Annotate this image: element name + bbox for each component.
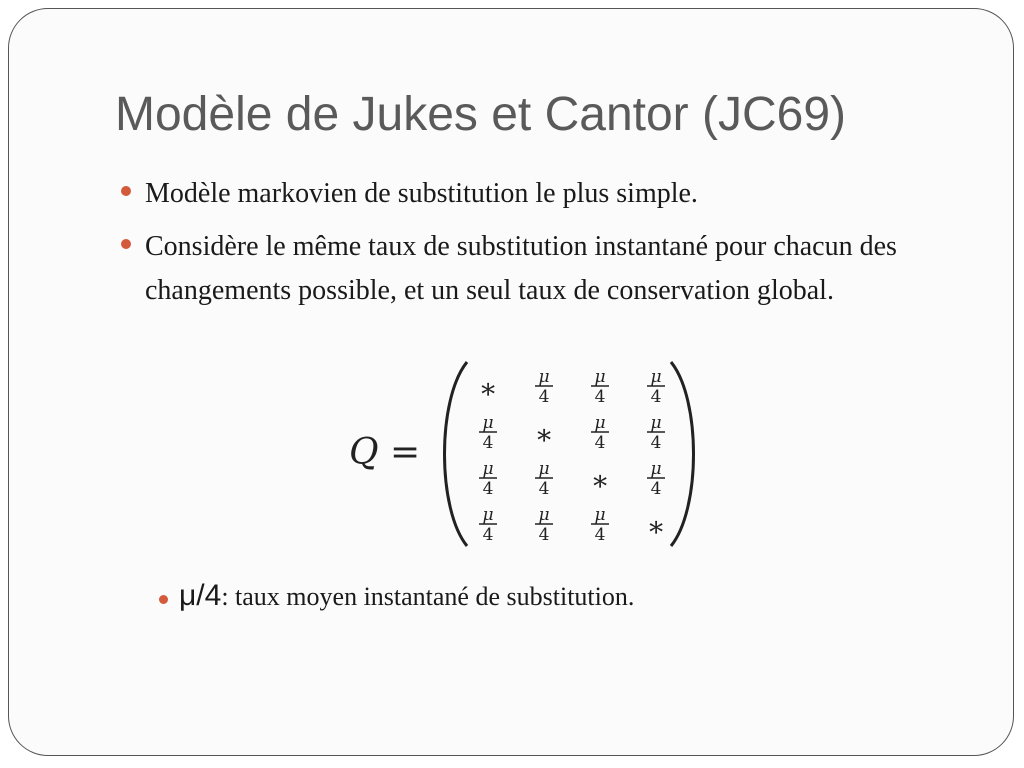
matrix-cells	[478, 367, 665, 545]
matrix-diagonal-star: ∗	[478, 372, 498, 405]
right-parenthesis	[671, 362, 694, 546]
matrix-fraction-numerator: μ	[650, 367, 662, 387]
bullet-dot-icon	[121, 186, 131, 196]
matrix-fraction-numerator: μ	[650, 413, 662, 433]
matrix-fraction-denominator: 4	[650, 479, 662, 499]
matrix-diagonal-star: ∗	[590, 464, 610, 497]
bullet-list	[121, 172, 901, 322]
matrix-lhs: Q =	[349, 432, 421, 473]
bullet-text: Considère le même taux de substitution instantané pour chacun des changements possible, et un seul taux de conservation global.	[145, 231, 897, 306]
matrix-fraction-denominator: 4	[650, 387, 662, 407]
matrix-fraction-denominator: 4	[594, 525, 606, 545]
slide-title: Modèle de Jukes et Cantor (JC69)	[115, 88, 847, 141]
bullet-item	[121, 225, 901, 313]
matrix-fraction-denominator: 4	[538, 387, 550, 407]
matrix-fraction-denominator: 4	[594, 433, 606, 453]
matrix-fraction-denominator: 4	[538, 479, 550, 499]
matrix-fraction-numerator: μ	[594, 367, 606, 387]
matrix-fraction-numerator: μ	[482, 459, 494, 479]
bullet-dot-icon	[159, 595, 168, 604]
slide	[8, 8, 1014, 756]
matrix-fraction-numerator: μ	[594, 505, 606, 525]
matrix-fraction-denominator: 4	[650, 433, 662, 453]
bullet-dot-icon	[121, 239, 131, 249]
matrix-fraction-denominator: 4	[594, 387, 606, 407]
matrix-fraction-numerator: μ	[594, 413, 606, 433]
left-parenthesis	[445, 362, 468, 546]
bullet-item	[121, 172, 901, 216]
mu-over-4-symbol: μ/4	[179, 579, 222, 612]
bullet-text: Modèle markovien de substitution le plus simple.	[145, 178, 698, 209]
sub-bullet-item	[159, 579, 634, 613]
matrix-fraction-numerator: μ	[538, 459, 550, 479]
matrix-fraction-denominator: 4	[482, 525, 494, 545]
rate-matrix-formula	[349, 354, 699, 554]
matrix-fraction-denominator: 4	[538, 525, 550, 545]
matrix-fraction-numerator: μ	[538, 505, 550, 525]
matrix-diagonal-star: ∗	[646, 510, 666, 543]
matrix-fraction-numerator: μ	[538, 367, 550, 387]
rate-matrix-svg	[349, 354, 699, 554]
matrix-fraction-numerator: μ	[650, 459, 662, 479]
matrix-fraction-numerator: μ	[482, 505, 494, 525]
matrix-diagonal-star: ∗	[534, 418, 554, 451]
matrix-fraction-denominator: 4	[482, 433, 494, 453]
matrix-fraction-numerator: μ	[482, 413, 494, 433]
matrix-fraction-denominator: 4	[482, 479, 494, 499]
sub-bullet-text: : taux moyen instantané de substitution.	[221, 582, 635, 611]
